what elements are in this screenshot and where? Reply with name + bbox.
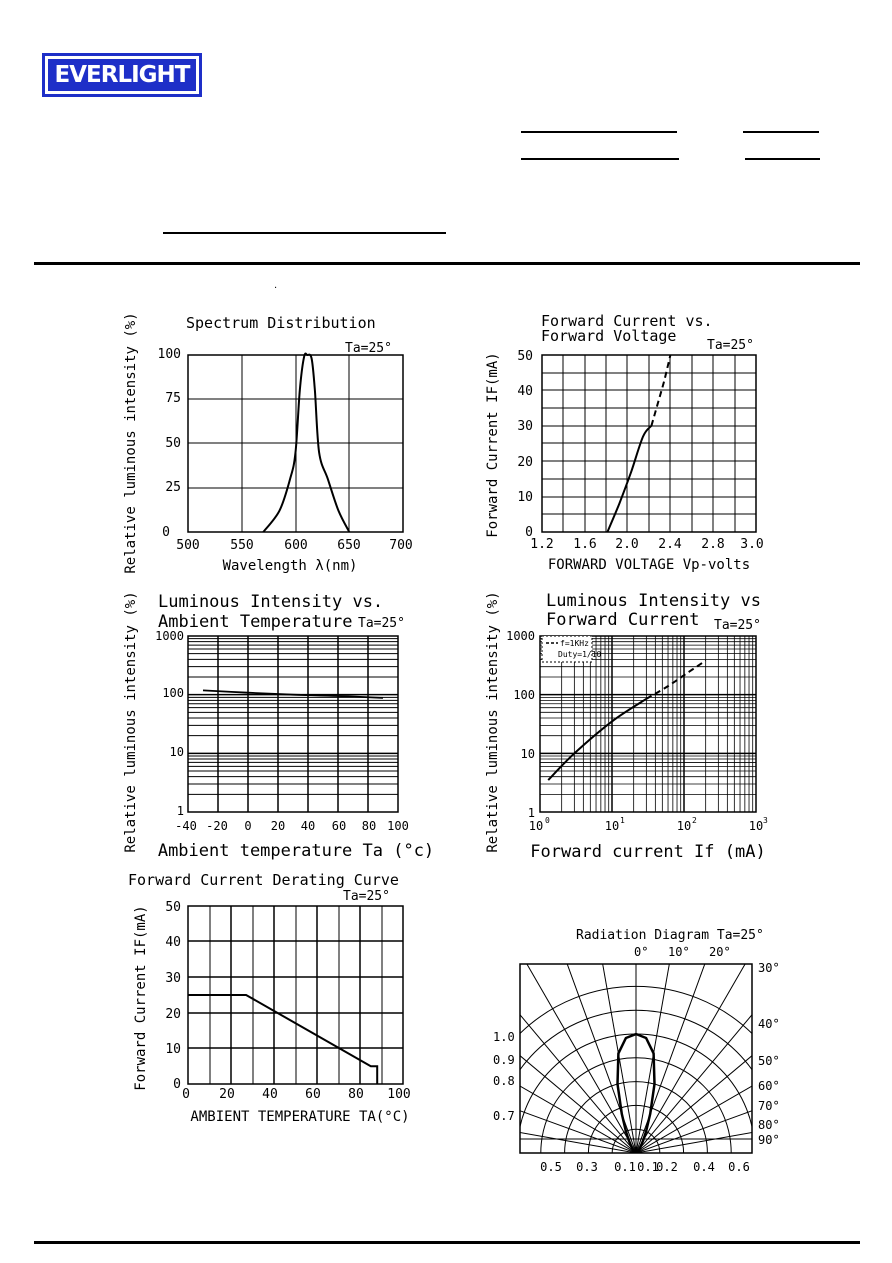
iv-title-line-2: Forward Voltage [541, 327, 677, 345]
x-tick-label: 20 [219, 1087, 235, 1102]
x-tick-label: 80 [348, 1087, 364, 1102]
temp-xlabel: Ambient temperature Ta (°c) [157, 841, 435, 861]
current-title-line-2: Forward Current [546, 610, 700, 630]
x-tick-exponent: 3 [763, 816, 768, 825]
spectrum-ylabel: Relative luminous intensity (%) [123, 312, 139, 574]
x-tick-label: -40 [175, 819, 197, 833]
derating-condition: Ta=25° [343, 889, 390, 904]
y-tick-label: 30 [165, 971, 181, 986]
angle-top-label: 0° [634, 945, 649, 959]
iv-xlabel: FORWARD VOLTAGE Vp-volts [547, 557, 751, 573]
intensity-bottom-label: 0.6 [728, 1160, 750, 1174]
angle-top-label: 20° [709, 945, 731, 959]
iv-current-chart [485, 591, 768, 862]
x-tick-label: 10 [676, 819, 692, 833]
angle-right-label: 30° [758, 961, 780, 975]
y-tick-label: 10 [517, 490, 533, 505]
x-tick-label: 40 [262, 1087, 278, 1102]
y-tick-label: 50 [165, 436, 181, 451]
stray-dot: . [274, 280, 278, 291]
temp-ylabel: Relative luminous intensity (%) [123, 591, 139, 853]
y-tick-label: 10 [520, 747, 535, 761]
y-tick-label: 10 [165, 1042, 181, 1057]
current-xlabel: Forward current If (mA) [530, 842, 766, 862]
y-tick-label: 50 [517, 349, 533, 364]
y-tick-label: 1 [527, 806, 535, 820]
angle-right-label: 60° [758, 1079, 780, 1093]
angle-top-label: 10° [668, 945, 690, 959]
y-tick-label: 1 [176, 804, 184, 818]
x-tick-label: 0 [244, 819, 252, 833]
current-ylabel: Relative luminous intensity (%) [485, 591, 501, 853]
derating-xlabel: AMBIENT TEMPERATURE TA(°C) [190, 1109, 410, 1125]
x-tick-label: 10 [604, 819, 620, 833]
angle-right-label: 40° [758, 1017, 780, 1031]
x-tick-label: 700 [389, 538, 413, 553]
temp-condition: Ta=25° [358, 616, 405, 631]
current-frame [540, 636, 756, 812]
y-tick-label: 100 [513, 688, 535, 702]
x-tick-label: 60 [331, 819, 347, 833]
radiation-title: Radiation Diagram Ta=25° [576, 928, 764, 943]
x-tick-exponent: 1 [620, 816, 625, 825]
y-tick-label: 100 [162, 686, 184, 700]
radiation-spoke [379, 847, 636, 1153]
y-tick-label: 20 [165, 1007, 181, 1022]
derating-ylabel: Forward Current IF(mA) [133, 905, 149, 1091]
x-tick-label: 100 [387, 819, 409, 833]
iv-ylabel: Forward Current IF(mA) [485, 352, 501, 538]
x-tick-label: 2.4 [658, 537, 682, 552]
y-tick-label: 40 [517, 384, 533, 399]
x-tick-label: 1.6 [573, 537, 597, 552]
x-tick-label: 3.0 [740, 537, 764, 552]
x-tick-label: 10 [528, 819, 544, 833]
x-tick-label: 650 [337, 538, 361, 553]
x-tick-exponent: 0 [545, 816, 550, 825]
x-tick-label: 500 [176, 538, 200, 553]
chart-layer [123, 312, 892, 1263]
current-title-line-1: Luminous Intensity vs [546, 591, 761, 611]
y-tick-label: 20 [517, 455, 533, 470]
temp-title-line-2: Ambient Temperature [158, 612, 353, 632]
derating-chart [128, 871, 411, 1125]
y-tick-label: 25 [165, 480, 181, 495]
intensity-bottom-label: 0.1 [637, 1160, 659, 1174]
y-tick-label: 40 [165, 935, 181, 950]
x-tick-label: 100 [387, 1087, 411, 1102]
radiation-spoke [567, 759, 636, 1153]
x-tick-label: 2.8 [701, 537, 725, 552]
current-grid [540, 636, 756, 812]
y-tick-label: 0 [525, 525, 533, 540]
intensity-left-label: 0.7 [493, 1109, 515, 1123]
iv-title-line-1: Forward Current vs. [541, 312, 713, 330]
x-tick-label: 0 [182, 1087, 190, 1102]
iv-condition: Ta=25° [707, 338, 754, 353]
y-tick-label: 75 [165, 391, 181, 406]
intensity-left-label: 0.9 [493, 1053, 515, 1067]
legend-entry: f=1KHz [560, 639, 589, 648]
x-tick-label: 10 [748, 819, 764, 833]
y-tick-label: 1000 [155, 629, 184, 643]
spectrum-title: Spectrum Distribution [186, 314, 376, 332]
current-series-solid [548, 699, 646, 780]
logo-text: EVERLIGHT [48, 59, 196, 91]
y-tick-label: 50 [165, 900, 181, 915]
x-tick-label: -20 [206, 819, 228, 833]
legend-entry: Duty=1/10 [558, 650, 602, 659]
intensity-left-label: 1.0 [493, 1030, 515, 1044]
spectrum-xlabel: Wavelength λ(nm) [222, 558, 358, 574]
x-tick-label: 550 [230, 538, 254, 553]
iv-temp-chart [123, 591, 434, 861]
y-tick-label: 0 [173, 1077, 181, 1092]
y-tick-label: 30 [517, 419, 533, 434]
intensity-bottom-label: 0.5 [540, 1160, 562, 1174]
x-tick-label: 1.2 [530, 537, 554, 552]
angle-right-label: 90° [758, 1133, 780, 1147]
y-tick-label: 10 [169, 745, 184, 759]
x-tick-exponent: 2 [692, 816, 697, 825]
y-tick-label: 1000 [506, 629, 535, 643]
x-tick-label: 2.0 [615, 537, 639, 552]
x-tick-label: 60 [305, 1087, 321, 1102]
spectrum-condition: Ta=25° [345, 341, 392, 356]
x-tick-label: 40 [300, 819, 316, 833]
temp-frame [188, 636, 398, 812]
x-tick-label: 20 [270, 819, 286, 833]
x-tick-label: 600 [284, 538, 308, 553]
x-tick-label: 80 [361, 819, 377, 833]
angle-right-label: 80° [758, 1118, 780, 1132]
intensity-bottom-label: 0.2 [656, 1160, 678, 1174]
angle-right-label: 70° [758, 1099, 780, 1113]
temp-grid [188, 636, 398, 812]
iv-chart [485, 312, 764, 573]
angle-right-label: 50° [758, 1054, 780, 1068]
derating-series-line [188, 995, 377, 1084]
intensity-bottom-label: 0.4 [693, 1160, 715, 1174]
intensity-left-label: 0.8 [493, 1074, 515, 1088]
spectrum-chart [123, 312, 413, 574]
iv-grid [542, 355, 756, 532]
y-tick-label: 0 [162, 525, 170, 540]
derating-title: Forward Current Derating Curve [128, 871, 399, 889]
y-tick-label: 100 [157, 347, 181, 362]
temp-title-line-1: Luminous Intensity vs. [158, 592, 384, 612]
current-condition: Ta=25° [714, 618, 761, 633]
intensity-bottom-label: 0.1 [614, 1160, 636, 1174]
intensity-bottom-label: 0.3 [576, 1160, 598, 1174]
